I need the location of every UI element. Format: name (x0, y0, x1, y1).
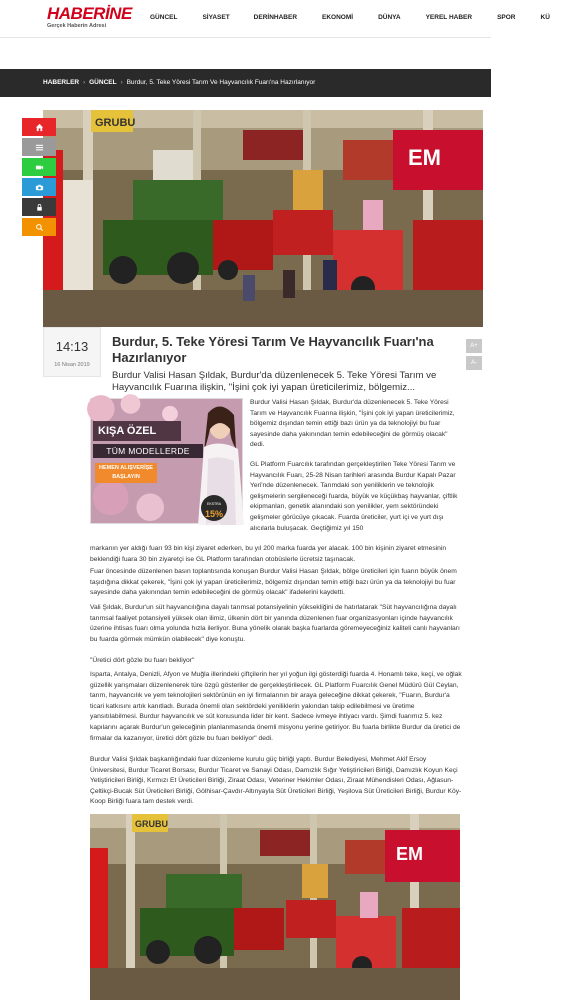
svg-text:EM: EM (396, 844, 423, 864)
menu-icon[interactable] (22, 138, 56, 156)
svg-text:GRUBU: GRUBU (95, 117, 136, 129)
article-subheading: "Üretici dört gözle bu fuarı bekliyor" (90, 657, 195, 664)
breadcrumb-home[interactable]: HABERLER (43, 79, 80, 86)
advertisement-banner[interactable] (90, 398, 243, 524)
article-paragraph: Burdur Valisi Şıldak başkanlığındaki fuar düzenleme kurulu güç birliği yaptı. Burdur Belediyesi, Mehmet Akif Ersoy Üniversitesi, Burdur Ticaret Borsası, Burdur Ticaret ve Sanayi Odası, Damızlık Sığır Yetiştiricileri Birliği, Damızlık Koyun Keçi Yetiştiricileri Birliği, Kırmızı Et Üreticileri Birliği, Ziraat Odası, Veteriner Hekimler Odası, Ziraat Mühendisleri Odası, Ağlasun-Çeltikçi-Bucak Süt Üreticileri Birliği, Gölhisar-Çavdır-Altınyayla Süt Üreticileri Birliği, Yeşilova Süt Üreticileri Birliği, Burdur Köy-Koop Birliği fuara tam destek verdi. (90, 756, 462, 806)
logo-tagline: Gerçek Haberin Adresi (47, 23, 107, 29)
breadcrumb-separator: › (83, 80, 86, 86)
hero-image[interactable] (43, 110, 483, 327)
home-icon[interactable] (22, 118, 56, 136)
ad-badge-sub: İNDİRİM (207, 522, 221, 526)
breadcrumb-section[interactable]: GÜNCEL (89, 79, 117, 86)
breadcrumb-current: Burdur, 5. Teke Yöresi Tarım Ve Hayvancılık Fuarı'na Hazırlanıyor (126, 79, 316, 86)
article-paragraph: Fuar öncesinde düzenlenen basın toplantısında konuşan Burdur Valisi Hasan Şıldak, bölge üreticileri için fuarın büyük önem taşıdığına dikkat çekerek, "İşini çok iyi yapan üreticilerimiz, bölgemiz dışından temin ettiği bazı ürün ya da teknolojiyi bu fuar sayesinde daha yakınından temin edebileceğini de görmüş olacak" ifadelerini kaydetti. (90, 568, 457, 597)
fair-hall-photo (43, 110, 483, 327)
article-paragraph: Burdur Valisi Hasan Şıldak, Burdur'da düzenlenecek 5. Teke Yöresi Tarım ve Hayvancılık Fuarına ilişkin, "İşini çok iyi yapan üreticilerimiz, bölgemiz dışından temin ettiği bazı ürün ya da teknolojiyi bu fuar sayesinde daha yakınından temin edebileceğini de görmüş olacak" dedi. (250, 399, 455, 449)
font-decrease-button[interactable]: A- (466, 356, 482, 370)
nav-item-siyaset[interactable]: SİYASET (202, 14, 230, 21)
camera-icon[interactable] (22, 178, 56, 196)
article-paragraph: GL Platform Fuarcılık tarafından gerçekleştirilen Teke Yöresi Tarım ve Hayvancılık Fuarı, 25-28 Nisan tarihleri arasında Burdur Kapalı Pazar Yeri'nde düzenlenecek. Tarımdaki son yeniliklerin ve teknolojik gelişmelerin sergileneceği fuarda, büyük ve küçükbaş hayvanlar, çiftlik ekipmanları, genetik alanındaki son yenilikler, yem sektöründeki gelişmeler görücüye çıkacak. Fuarda üreticiler, yurt içi ve yurt dışı alıcılarla buluşacak. Geçtiğimiz yıl 150 (250, 461, 458, 532)
main-nav (150, 14, 575, 21)
ad-discount-badge (201, 495, 227, 526)
nav-item-yerel-haber[interactable]: YEREL HABER (425, 14, 473, 21)
article-title-line1: Burdur, 5. Teke Yöresi Tarım Ve Hayvancılık Fuarı'na (112, 334, 434, 349)
ad-badge-value: 15% (204, 509, 223, 519)
font-size-controls (466, 339, 482, 373)
publish-datetime (43, 327, 101, 377)
nav-item-spor[interactable]: SPOR (497, 14, 516, 21)
nav-item-dunya[interactable]: DÜNYA (378, 14, 401, 21)
logo-text: HABERİNE (47, 4, 132, 23)
breadcrumb (43, 79, 315, 86)
fair-hall-photo (90, 814, 460, 1000)
search-icon[interactable] (22, 218, 56, 236)
article-title (112, 334, 462, 365)
article-paragraph: markanın yer aldığı fuarı 93 bin kişi ziyaret ederken, bu yıl 200 marka fuarda yer alacak. 100 bin kişinin ziyaret etmesinin beklendiği fuara 30 bin ziyaretçi ise GL Platform tarafından otobüslerle ücretsiz taşınacak. (90, 545, 447, 563)
breadcrumb-separator: › (120, 80, 123, 86)
article-lead: Burdur Valisi Hasan Şıldak, Burdur'da düzenlenecek 5. Teke Yöresi Tarım ve Hayvancılık Fuarına ilişkin, "İşini çok iyi yapan üreticilerimiz, bölgemiz... (112, 370, 437, 393)
article-paragraph: Isparta, Antalya, Denizli, Afyon ve Muğla illerindeki çiftçilerin her yıl yoğun ilgi gösterdiği fuarda 4. Honamlı teke, keçi, ve oğlak güzellik yarışmaları düzenlenerek türe özgü gösteriler de gerçekleştirilecek. GL Platform Fuarcılık Genel Müdürü Gül Ceylan, tarım, hayvancılık ve yem teknolojileri sektörünün en iyi firmalarının bir araya geleceğine dikkat çekerek, "Fuarın, Burdur'a ticari katkısını artık kanıtladı. Burada önemli olan sektördeki yeniliklerin yakından takip edilebilmesi ve üretime yansıtılabilmesi. Burdur hayvancılık ve süt konusunda lider bir kent. Sadece ivmeye ihtiyacı vardı. Şimdi fuarımız 5. kez kapılarını açarak Burdur'un geleceğinin planlanmasında önemli misyonu yerine getiriyor. Bu fuarla birlikte Burdur da üretici de firmalar da kazanıyor, üretici dört gözle bu fuarı bekliyor" dedi. (90, 671, 462, 742)
publish-time: 14:13 (55, 339, 89, 354)
site-logo[interactable] (47, 6, 132, 29)
nav-item-derinhaber[interactable]: DERİNHABER (253, 14, 298, 21)
article-paragraph: Vali Şıldak, Burdur'un süt hayvancılığına dayalı tarımsal potansiyelinin yüksekliğini de hatırlatarak "Süt hayvancılığına dayalı tarımsal faaliyet potansiyeli yüksek olan ilimiz, ülkenin dört bir yanında düzenlenen fuar organizasyonları içinde hayvancılık üzerine ihtisas fuarı olma yolunda hızla ilerliyor. Buna yönelik olarak başka fuarlarda göremeyeceğiniz kaliteli canlı hayvanları bu fuarda görmek mümkün olabilecek" diye konuştu. (90, 604, 460, 643)
article-image[interactable] (90, 814, 460, 1000)
ad-cta[interactable]: HEMEN ALIŞVERİŞE BAŞLAYIN (95, 463, 157, 483)
font-increase-button[interactable]: A+ (466, 339, 482, 353)
nav-item-guncel[interactable]: GÜNCEL (150, 14, 178, 21)
video-icon[interactable] (22, 158, 56, 176)
ad-badge-label: EKSTRA (206, 502, 221, 506)
article-title-line2: Hazırlanıyor (112, 349, 187, 365)
svg-text:GRUBU: GRUBU (135, 819, 168, 829)
nav-item-kultur[interactable]: KÜ (540, 14, 550, 21)
ad-headline: KIŞA ÖZEL (93, 421, 181, 441)
share-sidebar (22, 118, 56, 238)
top-header (0, 0, 550, 38)
publish-date: 16 Nisan 2019 (54, 362, 90, 368)
lock-icon[interactable] (22, 198, 56, 216)
nav-item-ekonomi[interactable]: EKONOMİ (322, 14, 354, 21)
svg-text:EM: EM (408, 145, 441, 170)
breadcrumb-bar (0, 69, 491, 97)
ad-subheadline: TÜM MODELLERDE (93, 444, 203, 458)
